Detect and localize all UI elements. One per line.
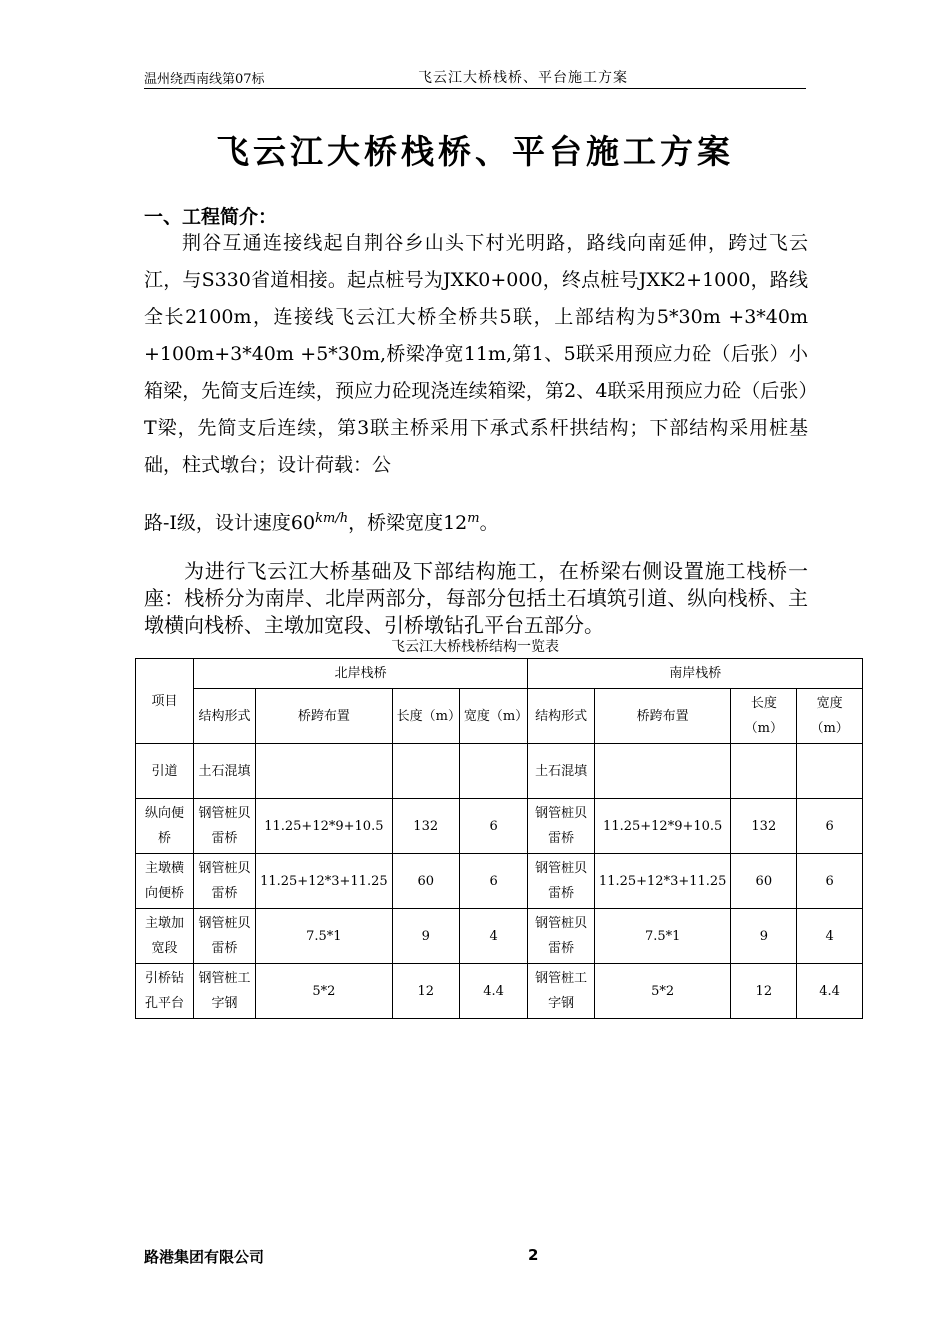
cell-north-length: 12: [392, 964, 459, 1019]
cell-north-form: 钢管桩贝雷桥: [193, 909, 255, 964]
cell-item: 引道: [136, 744, 194, 799]
cell-north-form: 钢管桩工字钢: [193, 964, 255, 1019]
cell-south-length: 60: [731, 854, 797, 909]
cell-north-length: [392, 744, 459, 799]
section-heading: 一、工程简介：: [144, 206, 278, 228]
subheader-cell: 长度（m）: [731, 689, 797, 744]
speed-unit: km/h: [315, 511, 349, 526]
cell-south-width: 6: [797, 854, 863, 909]
cell-north-length: 132: [392, 799, 459, 854]
cell-south-width: [797, 744, 863, 799]
cell-south-span: 11.25+12*9+10.5: [594, 799, 731, 854]
table-row: [136, 744, 863, 799]
overview-end-text-c: 。: [479, 512, 499, 534]
page-title: 飞云江大桥栈桥、平台施工方案: [216, 132, 734, 171]
cell-south-width: 6: [797, 799, 863, 854]
trestle-paragraph: [144, 558, 808, 639]
cell-north-width: 4.4: [459, 964, 528, 1019]
table-row: [136, 854, 863, 909]
cell-south-length: 12: [731, 964, 797, 1019]
cell-north-span: 5*2: [256, 964, 393, 1019]
cell-south-length: [731, 744, 797, 799]
table-row: [136, 909, 863, 964]
trestle-paragraph-text: 为进行飞云江大桥基础及下部结构施工，在桥梁右侧设置施工栈桥一座：栈桥分为南岸、北岸两部分，每部分包括土石填筑引道、纵向栈桥、主墩横向栈桥、主墩加宽段、引桥墩钻孔平台五部分。: [144, 559, 808, 637]
cell-south-form: 土石混填: [528, 744, 595, 799]
cell-north-form: 钢管桩贝雷桥: [193, 854, 255, 909]
cell-south-form: 钢管桩工字钢: [528, 964, 595, 1019]
table-row: [136, 799, 863, 854]
cell-south-length: 9: [731, 909, 797, 964]
footer-page-number: 2: [528, 1246, 539, 1264]
cell-item: 主墩横向便桥: [136, 854, 194, 909]
overview-paragraph-end: [144, 508, 499, 535]
subheader-cell: 桥跨布置: [256, 689, 393, 744]
width-unit: m: [467, 511, 480, 526]
footer-company: 路港集团有限公司: [144, 1248, 265, 1266]
table-row: [136, 964, 863, 1019]
subheader-cell: 宽度（m）: [797, 689, 863, 744]
running-header-title: 飞云江大桥栈桥、平台施工方案: [418, 70, 628, 86]
subheader-cell: 宽度（m）: [459, 689, 528, 744]
cell-north-width: 6: [459, 799, 528, 854]
overview-end-text-b: ，桥梁宽度12: [348, 512, 468, 534]
cell-north-width: 4: [459, 909, 528, 964]
cell-item: 纵向便桥: [136, 799, 194, 854]
cell-north-form: 钢管桩贝雷桥: [193, 799, 255, 854]
header-south: 南岸栈桥: [528, 659, 863, 689]
cell-item: 引桥钻孔平台: [136, 964, 194, 1019]
overview-paragraph-text: 荆谷互通连接线起自荆谷乡山头下村光明路，路线向南延伸，跨过飞云江，与S330省道相接。起点桩号为JXK0+000，终点桩号JXK2+1000，路线全长2100m，连接线飞云江大桥全桥共5联，上部结构为5*30m +3*40m +100m+3*40m +5*30m,桥梁净宽11m,第1、5联采用预应力砼（后张）小箱梁，先简支后连续，预应力砼现浇连续箱梁，第2、4联采用预应力砼（后张）T梁，先简支后连续，第3联主桥采用下承式系杆拱结构；下部结构采用桩基础，柱式墩台；设计荷载：公: [144, 232, 808, 476]
subheader-cell: 结构形式: [528, 689, 595, 744]
cell-south-span: [594, 744, 731, 799]
cell-north-length: 9: [392, 909, 459, 964]
cell-south-span: 5*2: [594, 964, 731, 1019]
cell-north-length: 60: [392, 854, 459, 909]
overview-paragraph: [144, 225, 808, 484]
subheader-cell: 结构形式: [193, 689, 255, 744]
running-header-project: 温州绕西南线第07标: [144, 72, 265, 87]
table-header-row: [136, 659, 863, 689]
header-item: 项目: [136, 659, 194, 744]
subheader-cell: 长度（m）: [392, 689, 459, 744]
cell-north-span: [256, 744, 393, 799]
overview-end-text-a: 路-Ⅰ级，设计速度60: [144, 512, 316, 534]
header-divider: [144, 88, 806, 89]
cell-north-span: 11.25+12*9+10.5: [256, 799, 393, 854]
cell-south-form: 钢管桩贝雷桥: [528, 854, 595, 909]
cell-south-form: 钢管桩贝雷桥: [528, 799, 595, 854]
table-subheader-row: [136, 689, 863, 744]
header-north: 北岸栈桥: [193, 659, 528, 689]
cell-south-span: 7.5*1: [594, 909, 731, 964]
cell-south-form: 钢管桩贝雷桥: [528, 909, 595, 964]
cell-south-length: 132: [731, 799, 797, 854]
cell-north-width: [459, 744, 528, 799]
cell-south-width: 4: [797, 909, 863, 964]
subheader-cell: 桥跨布置: [594, 689, 731, 744]
cell-item: 主墩加宽段: [136, 909, 194, 964]
trestle-structure-table: [135, 658, 863, 1019]
cell-north-form: 土石混填: [193, 744, 255, 799]
cell-north-span: 7.5*1: [256, 909, 393, 964]
cell-north-span: 11.25+12*3+11.25: [256, 854, 393, 909]
cell-south-width: 4.4: [797, 964, 863, 1019]
cell-south-span: 11.25+12*3+11.25: [594, 854, 731, 909]
table-caption: 飞云江大桥栈桥结构一览表: [391, 639, 559, 655]
cell-north-width: 6: [459, 854, 528, 909]
